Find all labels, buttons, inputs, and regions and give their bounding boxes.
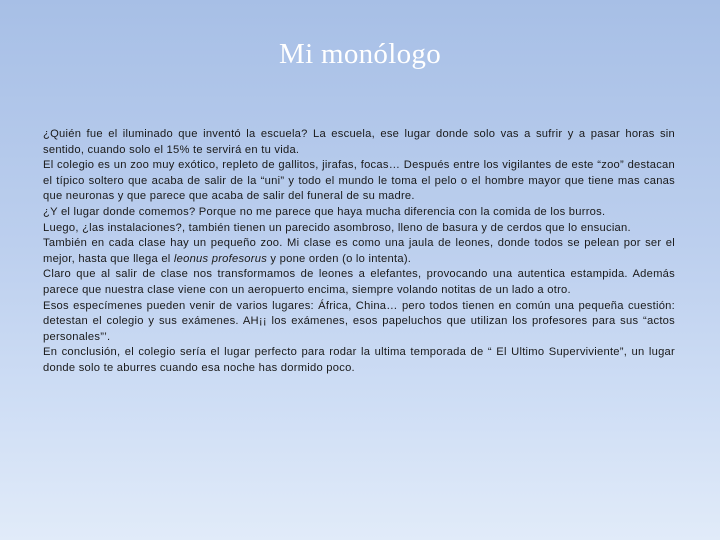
paragraph-5-before: También en cada clase hay un pequeño zoo. Mi clase es como una jaula de leones, donde todos se pelean por ser el mejor, hasta que llega el [43, 237, 675, 265]
paragraph-5-italic: leonus profesorus [173, 252, 268, 265]
paragraph-5 [43, 236, 675, 267]
paragraph-2: El colegio es un zoo muy exótico, repleto de gallitos, jirafas, focas… Después entre los vigilantes de este “zoo” destacan el típico soltero que acaba de salir de la “uni” y todo el mundo le toma el pelo o el hombre mayor que tiene mas canas que neuronas y que parece que acaba de salir del funeral de su madre. [43, 159, 675, 203]
paragraph-1: ¿Quién fue el iluminado que inventó la escuela? La escuela, ese lugar donde solo vas a sufrir y a pasar horas sin sentido, cuando solo el 15% te servirá en tu vida. [43, 128, 675, 156]
slide-body [43, 127, 675, 377]
paragraph-5-after: y pone orden (o lo intenta). [267, 252, 412, 265]
paragraph-4: Luego, ¿las instalaciones?, también tienen un parecido asombroso, lleno de basura y de cerdos que lo ensucian. [43, 221, 631, 234]
paragraph-6: Claro que al salir de clase nos transformamos de leones a elefantes, provocando una autentica estampida. Además parece que nuestra clase viene con un aeropuerto encima, siempre volando notitas de un lado a otro. [43, 268, 675, 296]
paragraph-8: En conclusión, el colegio sería el lugar perfecto para rodar la ultima temporada de “ El Ultimo Superviviente”, un lugar donde solo te aburres cuando esa noche has dormido poco. [43, 346, 675, 374]
paragraph-3: ¿Y el lugar donde comemos? Porque no me parece que haya mucha diferencia con la comida de los burros. [43, 205, 606, 218]
paragraph-7: Esos especímenes pueden venir de varios lugares: África, China… pero todos tienen en común una pequeña cuestión: detestan el colegio y sus exámenes. AH¡¡ los exámenes, esos papeluchos que utilizan los profesores para sus “actos personales”’. [43, 299, 675, 343]
slide-title: Mi monólogo [278, 38, 441, 70]
